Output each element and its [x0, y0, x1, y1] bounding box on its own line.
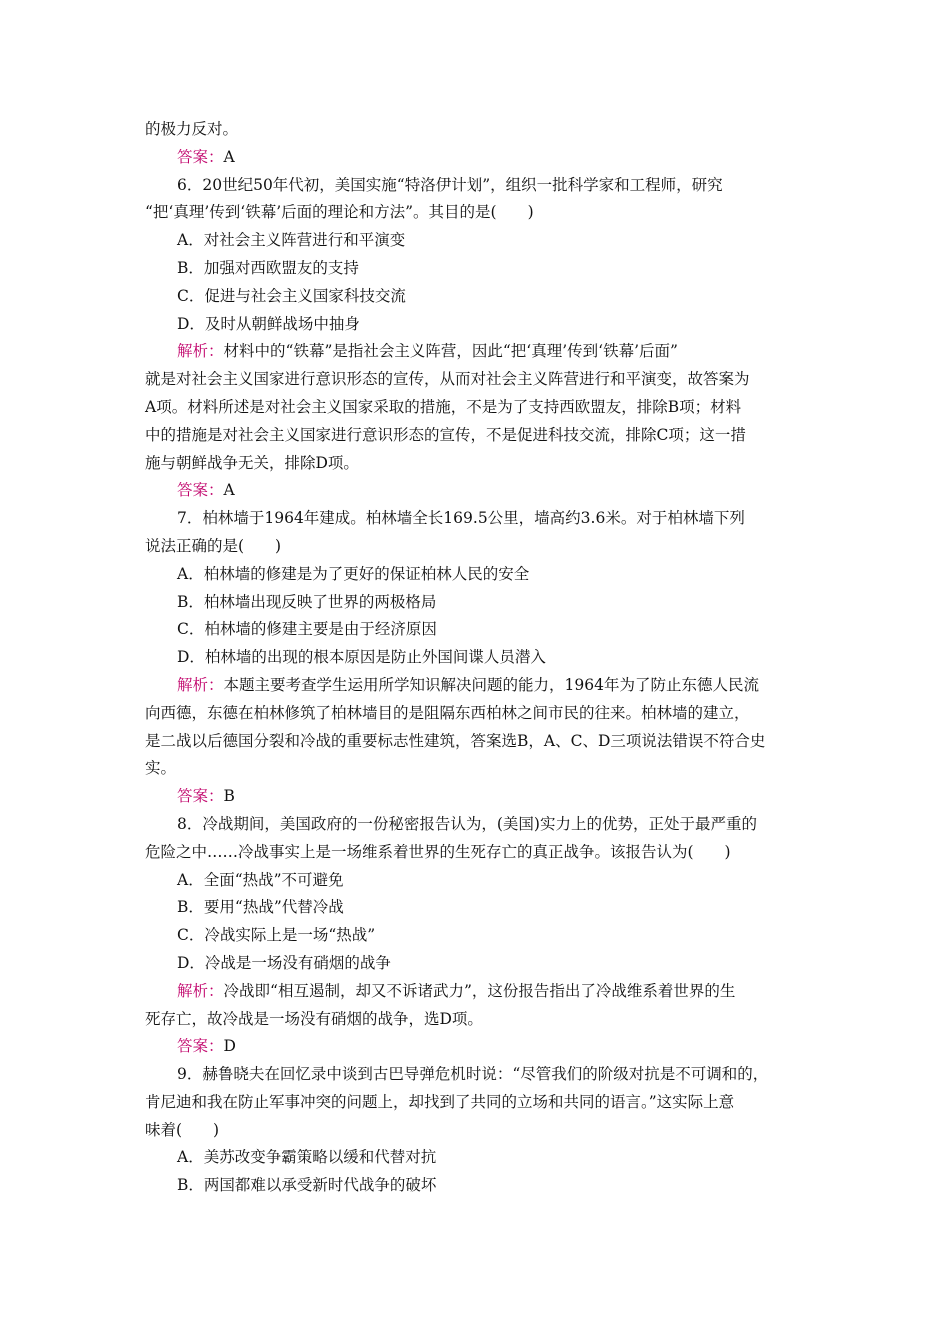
q8-analysis-line-1 — [145, 978, 815, 1006]
q9-stem-line-3: 味着( ) — [145, 1120, 220, 1139]
answer-line-q6 — [145, 477, 815, 505]
answer-line-q5 — [145, 144, 815, 172]
q6-option-a: A．对社会主义阵营进行和平演变 — [177, 231, 406, 250]
q7-option-d: D．柏林墙的出现的根本原因是防止外国间谍人员潜入 — [177, 648, 546, 667]
answer-value: A — [223, 481, 235, 500]
q8-option-a: A．全面“热战”不可避免 — [177, 870, 344, 889]
q8-option-d: D．冷战是一场没有硝烟的战争 — [177, 953, 391, 972]
q7-option-c: C．柏林墙的修建主要是由于经济原因 — [177, 620, 437, 639]
q8-stem-line-2: 危险之中……冷战事实上是一场维系着世界的生死存亡的真正战争。该报告认为( ) — [145, 842, 731, 861]
q7-analysis-line-3: 是二战以后德国分裂和冷战的重要标志性建筑，答案选B，A、C、D三项说法错误不符合史 — [145, 731, 766, 750]
q9-stem-line-2: 肯尼迪和我在防止军事冲突的问题上，却找到了共同的立场和共同的语言。”这实际上意 — [145, 1092, 735, 1111]
q6-option-d: D．及时从朝鲜战场中抽身 — [177, 314, 360, 333]
q6-analysis-line-3: A项。材料所述是对社会主义国家采取的措施，不是为了支持西欧盟友，排除B项；材料 — [145, 397, 742, 416]
analysis-label: 解析： — [177, 675, 224, 694]
answer-label: 答案： — [177, 481, 224, 500]
answer-label: 答案： — [177, 787, 224, 806]
q9-option-b: B．两国都难以承受新时代战争的破坏 — [177, 1176, 437, 1195]
q6-stem-line-1: 6．20世纪50年代初，美国实施“特洛伊计划”，组织一批科学家和工程师，研究 — [177, 175, 723, 194]
answer-value: A — [223, 147, 235, 166]
answer-label: 答案： — [177, 1037, 224, 1056]
answer-value: B — [223, 787, 235, 806]
q7-analysis-line-4: 实。 — [145, 759, 177, 778]
q8-option-c: C．冷战实际上是一场“热战” — [177, 926, 376, 945]
q8-stem-line-1: 8．冷战期间，美国政府的一份秘密报告认为，(美国)实力上的优势，正处于最严重的 — [177, 814, 757, 833]
q7-stem-line-2: 说法正确的是( ) — [145, 536, 282, 555]
document-body — [145, 116, 815, 1200]
q8-option-b: B．要用“热战”代替冷战 — [177, 898, 344, 917]
analysis-text: 冷战即“相互遏制，却又不诉诸武力”，这份报告指出了冷战维系着世界的生 — [223, 981, 736, 1000]
q9-option-a: A．美苏改变争霸策略以缓和代替对抗 — [177, 1148, 437, 1167]
q7-option-a: A．柏林墙的修建是为了更好的保证柏林人民的安全 — [177, 564, 530, 583]
q7-stem-line-1: 7．柏林墙于1964年建成。柏林墙全长169.5公里，墙高约3.6米。对于柏林墙下列 — [177, 509, 745, 528]
analysis-text: 材料中的“铁幕”是指社会主义阵营，因此“把‘真理’传到‘铁幕’后面” — [223, 342, 678, 361]
q7-option-b: B．柏林墙出现反映了世界的两极格局 — [177, 592, 437, 611]
q6-analysis-line-5: 施与朝鲜战争无关，排除D项。 — [145, 453, 359, 472]
q7-analysis-line-2: 向西德，东德在柏林修筑了柏林墙目的是阻隔东西柏林之间市民的往来。柏林墙的建立， — [145, 703, 750, 722]
analysis-text: 本题主要考查学生运用所学知识解决问题的能力，1964年为了防止东德人民流 — [223, 675, 759, 694]
analysis-label: 解析： — [177, 342, 224, 361]
analysis-label: 解析： — [177, 981, 224, 1000]
q6-option-b: B．加强对西欧盟友的支持 — [177, 258, 359, 277]
answer-line-q7 — [145, 783, 815, 811]
q6-option-c: C．促进与社会主义国家科技交流 — [177, 286, 406, 305]
answer-value: D — [223, 1037, 236, 1056]
q6-analysis-line-1 — [145, 338, 815, 366]
q9-stem-line-1: 9．赫鲁晓夫在回忆录中谈到古巴导弹危机时说：“尽管我们的阶级对抗是不可调和的， — [177, 1065, 769, 1084]
q8-analysis-line-2: 死存亡，故冷战是一场没有硝烟的战争，选D项。 — [145, 1009, 483, 1028]
q6-stem-line-2: “把‘真理’传到‘铁幕’后面的理论和方法”。其目的是( ) — [145, 203, 534, 222]
q7-analysis-line-1 — [145, 672, 815, 700]
answer-label: 答案： — [177, 147, 224, 166]
lead-line: 的极力反对。 — [145, 120, 239, 138]
q6-analysis-line-4: 中的措施是对社会主义国家进行意识形态的宣传，不是促进科技交流，排除C项；这一措 — [145, 425, 746, 444]
q6-analysis-line-2: 就是对社会主义国家进行意识形态的宣传，从而对社会主义阵营进行和平演变，故答案为 — [145, 370, 750, 389]
answer-line-q8 — [145, 1033, 815, 1061]
